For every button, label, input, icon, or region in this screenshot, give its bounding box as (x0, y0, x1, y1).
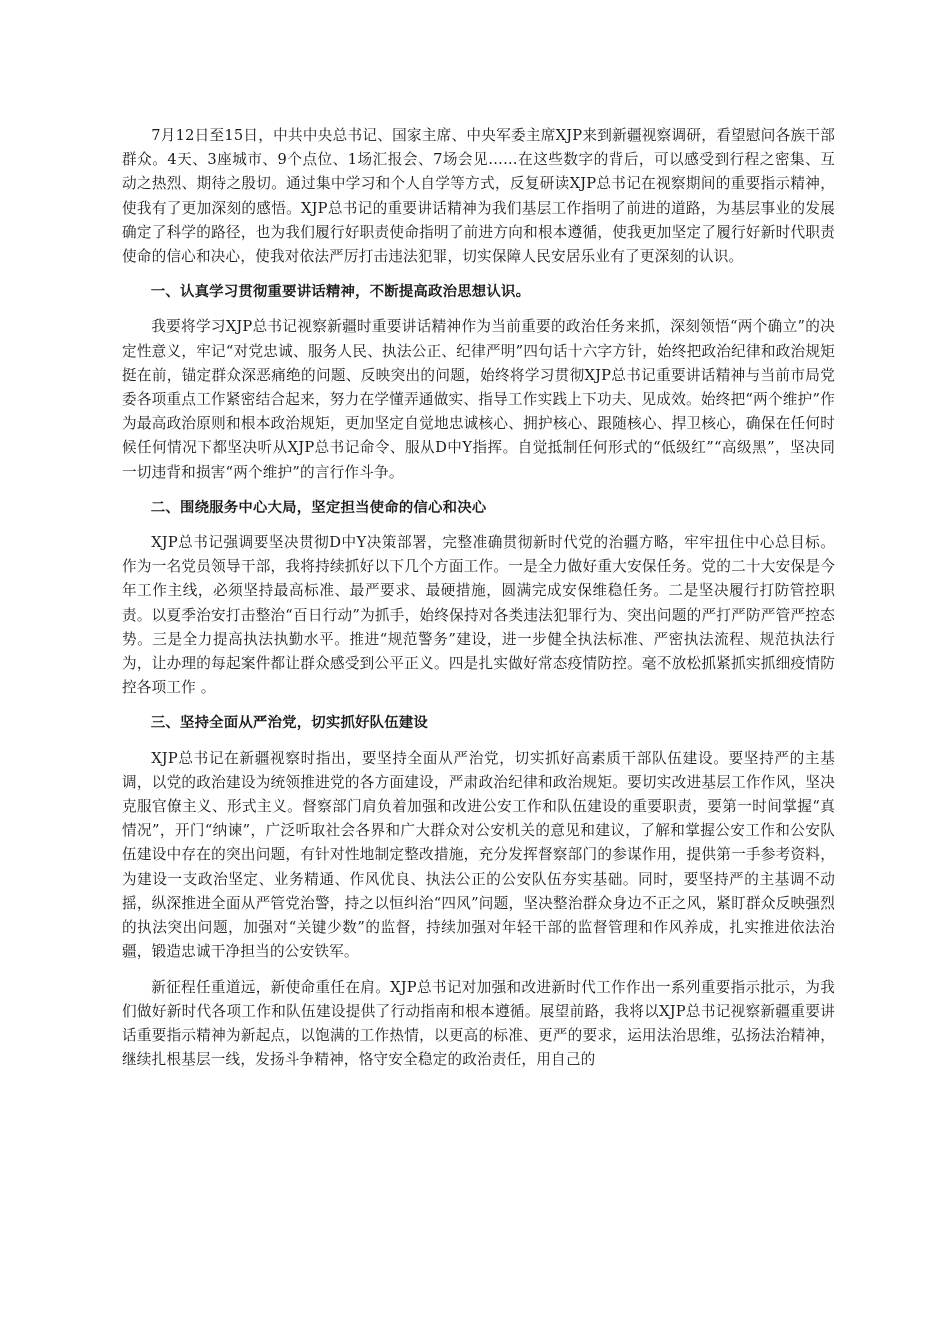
section-heading-1: 一、认真学习贯彻重要讲话精神，不断提高政治思想认识。 (150, 284, 531, 301)
document-page (122, 124, 835, 1083)
section-1-paragraph: 我要将学习XJP总书记视察新疆时重要讲话精神作为当前重要的政治任务来抓，深刻领悟“两个确立”的决定性意义，牢记“对党忠诚、服务人民、执法公正、纪律严明”四句话十六字方针，始终把政治纪律和政治规矩挺在前，锚定群众深恶痛绝的问题、反映突出的问题，始终将学习贯彻XJP总书记重要讲话精神与当前市局党委各项重点工作紧密结合起来，努力在学懂弄通做实、指导工作实践上下功夫、见成效。始终把“两个维护”作为最高政治原则和根本政治规矩，更加坚定自觉地忠诚核心、拥护核心、跟随核心、捍卫核心，确保在任何时候任何情况下都坚决听从XJP总书记命令、服从D中Y指挥。自觉抵制任何形式的“低级红”“高级黑”，坚决同一切违背和损害“两个维护”的言行作斗争。 (122, 318, 835, 481)
section-2-paragraph: XJP总书记强调要坚决贯彻D中Y决策部署，完整准确贯彻新时代党的治疆方略，牢牢扭住中心总目标。作为一名党员领导干部，我将持续抓好以下几个方面工作。一是全力做好重大安保任务。党的二十大安保是今年工作主线，必须坚持最高标准、最严要求、最硬措施，圆满完成安保维稳任务。二是坚决履行打防管控职责。以夏季治安打击整治“百日行动”为抓手，始终保持对各类违法犯罪行为、突出问题的严打严防严管严控态势。三是全力提高执法执勤水平。推进“规范警务”建设，进一步健全执法标准、严密执法流程、规范执法行为，让办理的每起案件都让群众感受到公平正义。四是扎实做好常态疫情防控。毫不放松抓紧抓实抓细疫情防控各项工作 。 (122, 534, 835, 697)
section-heading-3: 三、坚持全面从严治党，切实抓好队伍建设 (150, 715, 429, 732)
section-3-paragraph: XJP总书记在新疆视察时指出，要坚持全面从严治党，切实抓好高素质干部队伍建设。要坚持严的主基调，以党的政治建设为统领推进党的各方面建设，严肃政治纪律和政治规矩。要切实改进基层工作作风，坚决克服官僚主义、形式主义。督察部门肩负着加强和改进公安工作和队伍建设的重要职责，要第一时间掌握“真情况”，开门“纳谏”，广泛听取社会各界和广大群众对公安机关的意见和建议，了解和掌握公安工作和公安队伍建设中存在的突出问题，有针对性地制定整改措施，充分发挥督察部门的参谋作用，提供第一手参考资料，为建设一支政治坚定、业务精通、作风优良、执法公正的公安队伍夯实基础。同时，要坚持严的主基调不动摇，纵深推进全面从严管党治警，持之以恒纠治“四风”问题，坚决整治群众身边不正之风，紧盯群众反映强烈的执法突出问题，加强对“关键少数”的监督，持续加强对年轻干部的监督管理和作风养成，扎实推进依法治疆，锻造忠诚干净担当的公安铁军。 (122, 749, 835, 961)
intro-paragraph: 7月12日至15日，中共中央总书记、国家主席、中央军委主席XJP来到新疆视察调研，看望慰问各族干部群众。4天、3座城市、9个点位、1场汇报会、7场会见……在这些数字的背后，可以感受到行程之密集、互动之热烈、期待之殷切。通过集中学习和个人自学等方式，反复研读XJP总书记在视察期间的重要指示精神，使我有了更加深刻的感悟。XJP总书记的重要讲话精神为我们基层工作指明了前进的道路，为基层事业的发展确定了科学的路径，也为我们履行好职责使命指明了前进方向和根本遵循，使我更加坚定了履行好新时代职责使命的信心和决心，使我对依法严厉打击违法犯罪，切实保障人民安居乐业有了更深刻的认识。 (122, 127, 835, 266)
closing-paragraph: 新征程任重道远，新使命重任在肩。XJP总书记对加强和改进新时代工作作出一系列重要指示批示，为我们做好新时代各项工作和队伍建设提供了行动指南和根本遵循。展望前路，我将以XJP总书记视察新疆重要讲话重要指示精神为新起点，以饱满的工作热情，以更高的标准、更严的要求，运用法治思维，弘扬法治精神，继续扎根基层一线，发扬斗争精神，恪守安全稳定的政治责任，用自己的 (122, 978, 835, 1069)
section-heading-2: 二、围绕服务中心大局，坚定担当使命的信心和决心 (150, 499, 487, 516)
